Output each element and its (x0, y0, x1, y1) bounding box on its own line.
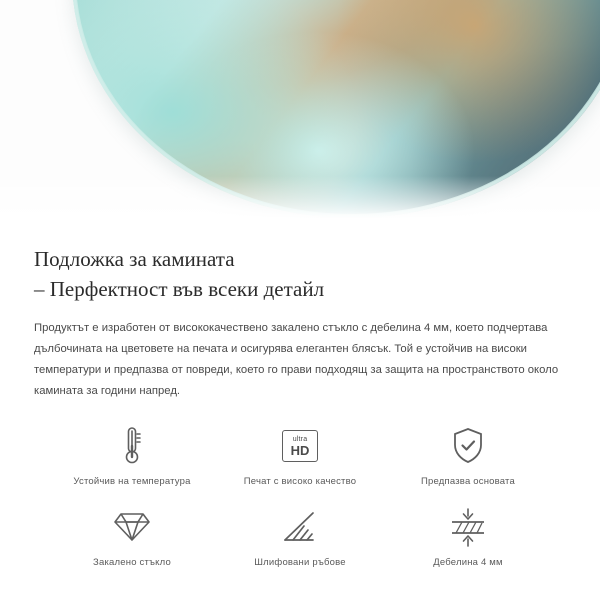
feature-label: Дебелина 4 мм (433, 557, 503, 568)
hero-fade-overlay (0, 176, 600, 228)
hero-image (0, 0, 600, 228)
feature-label: Устойчив на температура (73, 476, 191, 487)
feature-label: Печат с високо качество (243, 476, 357, 487)
feature-label: Закалено стъкло (93, 557, 171, 568)
feature-item-protects-surface (384, 424, 552, 487)
polished-edges-icon (282, 505, 318, 549)
feature-grid (34, 424, 566, 568)
content-block (0, 244, 600, 568)
feature-item-tempered-glass (48, 505, 216, 568)
page-title-line-1: Подложка за камината (34, 247, 235, 271)
feature-item-polished-edges (216, 505, 384, 568)
feature-item-thickness (384, 505, 552, 568)
feature-item-temperature (48, 424, 216, 487)
thermometer-icon (120, 424, 144, 468)
ultra-hd-print-icon (282, 424, 318, 468)
diamond-icon (113, 505, 151, 549)
ultra-hd-badge-bottom: HD (290, 442, 310, 458)
feature-item-print-quality (216, 424, 384, 487)
shield-check-icon (451, 424, 485, 468)
feature-label: Предпазва основата (421, 476, 515, 487)
description-paragraph: Продуктът е изработен от висококачествено закалено стъкло с дебелина 4 мм, което подчертава дълбочината на цветовете на печата и осигурява елегантен блясък. Той е устойчив на високи температури и предпазва от повреди, което го прави подходящ за защита на пространството около камината за години напред. (34, 322, 559, 397)
page-title (34, 244, 566, 304)
page-title-line-2: – Перфектност във всеки детайл (34, 277, 325, 301)
feature-label: Шлифовани ръбове (254, 557, 346, 568)
ultra-hd-badge-top: ultra (292, 435, 308, 443)
thickness-arrows-icon (448, 505, 488, 549)
